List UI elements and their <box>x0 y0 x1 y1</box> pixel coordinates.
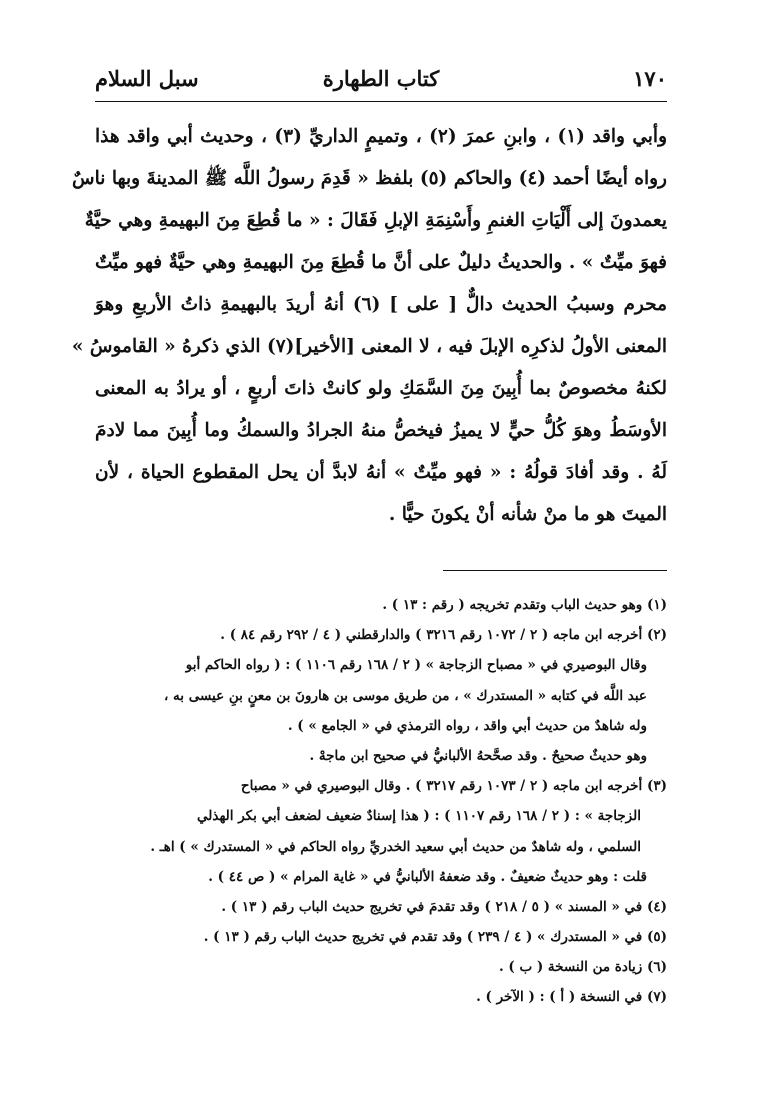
footnote-line: (٧) في النسخة ( أ ) : ( الآخر ) . <box>476 989 667 1006</box>
text-line: الأوسَطُ وهوَ كُلُّ حيٍّ لا يميزُ فيخصُّ منهُ الجرادُ والسمكُ وما أُبِينَ مما لادمَ <box>95 420 667 441</box>
text-line: فهوَ ميِّتٌ » . والحديثُ دليلٌ على أنَّ ما قُطِعَ مِنَ البهيمةِ وهي حيَّةٌ فهو ميِّتٌ <box>95 252 667 273</box>
footnotes <box>95 590 667 1013</box>
text-line: المعنى الأولُ لذكرِه الإبلَ فيه ، لا المعنى [الأخير](٧) الذي ذكرهُ « القاموسُ » <box>71 336 667 357</box>
text-line: لكنهُ مخصوصٌ بما أُبِينَ مِنَ السَّمَكِ ولو كانتْ ذاتَ أربعٍ ، أو يرادُ به المعنى <box>95 378 667 399</box>
page-number: ١٧٠ <box>633 66 667 91</box>
header-rule <box>95 101 667 102</box>
footnote-line: (٢) أخرجه ابن ماجه ( ٢ / ١٠٧٢ رقم ٣٢١٦ ) والدارقطني ( ٤ / ٢٩٢ رقم ٨٤ ) . <box>220 627 667 644</box>
footnote-separator <box>443 570 667 571</box>
text-line: لَهُ . وقد أفادَ قولُهُ : « فهو ميِّتٌ » أنهُ لابدَّ أن يحل المقطوع الحياة ، لأن <box>95 462 667 483</box>
text-line: محرم وسببُ الحديث دالٌّ [ على ] (٦) أنهُ أريدَ بالبهيمةِ ذاتُ الأربعِ وهوَ <box>95 294 667 315</box>
text-line: رواه أيضًا أحمد (٤) والحاكم (٥) بلفظ « قَدِمَ رسولُ اللَّه ﷺ المدينةَ وبها ناسٌ <box>72 168 667 189</box>
footnote-line: (٣) أخرجه ابن ماجه ( ٢ / ١٠٧٣ رقم ٣٢١٧ ) . وقال البوصيري في « مصباح <box>240 778 667 795</box>
footnote-line: قلت : وهو حديثٌ ضعيفٌ . وقد ضعفهُ الألبانيُّ في « غاية المرام » ( ص ٤٤ ) . <box>208 868 647 885</box>
footnote-line: السلمي ، وله شاهدٌ من حديث أبي سعيد الخدريِّ رواه الحاكم في « المستدرك » ) اهـ . <box>150 838 641 855</box>
footnote-line: وله شاهدٌ من حديث أبي واقد ، رواه الترمذي في « الجامع » ) . <box>287 717 647 734</box>
footnote-line: (٥) في « المستدرك » ( ٤ / ٢٣٩ ) وقد تقدم في تخريج حديث الباب رقم ( ١٣ ) . <box>203 929 667 946</box>
text-line: يعمدونَ إلى أَلْيَاتِ الغنمِ وأَسْنِمَةِ الإبلِ فَقَالَ : « ما قُطِعَ مِنَ البهيمةِ وهي حيَّةٌ <box>84 210 667 231</box>
footnote-line: وهو حديثٌ صحيحٌ . وقد صحَّحهُ الألبانيُّ في صحيح ابن ماجهْ . <box>309 747 647 764</box>
footnote-line: وقال البوصيري في « مصباح الزجاجة » ( ٢ / ١٦٨ رقم ١١٠٦ ) : ( رواه الحاكم أبو <box>185 657 647 674</box>
main-text <box>71 116 668 536</box>
footnote-line: (٦) زيادة من النسخة ( ب ) . <box>498 959 667 976</box>
footnote-line: (١) وهو حديث الباب وتقدم تخريجه ( رقم : ١٣ ) . <box>382 597 667 613</box>
text-line: الميتَ هو ما منْ شأنه أنْ يكونَ حيًّا . <box>388 504 667 525</box>
chapter-title: كتاب الطهارة <box>322 66 440 91</box>
text-line: وأبي واقد (١) ، وابنِ عمرَ (٢) ، وتميمٍ الداريِّ (٣) ، وحديث أبي واقد هذا <box>95 126 668 147</box>
footnote-line: (٤) في « المسند » ( ٥ / ٢١٨ ) وقد تقدمَ في تخريج حديث الباب رقم ( ١٣ ) . <box>221 898 667 915</box>
footnote-line: عبد اللَّه في كتابه « المستدرك » ، من طريق موسى بن هارونَ بن معنٍ بنِ عيسى به ، <box>163 687 647 704</box>
footnote-line: الزجاجة » : ( ٢ / ١٦٨ رقم ١١٠٧ ) : ( هذا إسنادٌ ضعيف لضعف أبي بكر الهذلي <box>197 808 641 825</box>
book-title: سبل السلام <box>95 66 199 91</box>
page-header <box>95 62 667 102</box>
